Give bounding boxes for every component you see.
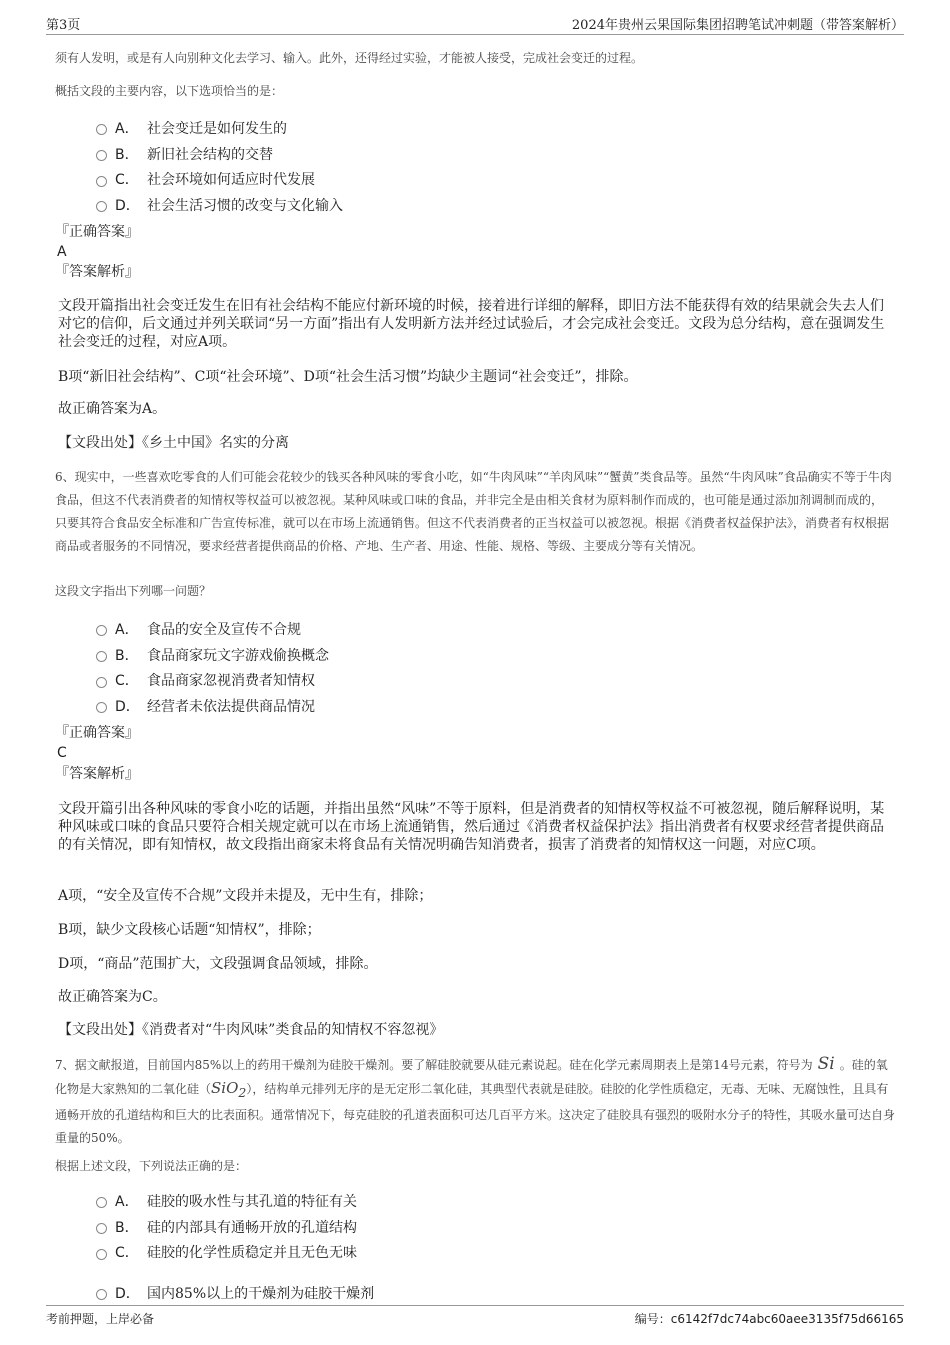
sio2-formula: SiO$_2$	[211, 1079, 247, 1100]
radio-icon[interactable]	[96, 677, 107, 688]
footer-slogan: 考前押题，上岸必备	[46, 1312, 155, 1326]
radio-icon[interactable]	[96, 201, 107, 212]
q5-analysis-2: B项“新旧社会结构”、C项“社会环境”、D项“社会生活习惯”均缺少主题词“社会变迁”，排除。	[58, 369, 638, 385]
q5-passage-tail: 须有人发明，或是有人向别种文化去学习、输入。此外，还得经过实验，才能被人接受，完成社会变迁的过程。	[55, 51, 644, 65]
q5-analysis-label: 『答案解析』	[55, 264, 139, 280]
radio-icon[interactable]	[96, 176, 107, 187]
q6-analysis-5: 故正确答案为C。	[58, 989, 167, 1005]
q5-option-d[interactable]: D． 社会生活习惯的改变与文化输入	[96, 192, 343, 218]
q6-analysis-2: A项，“安全及宣传不合规”文段并未提及，无中生有，排除；	[58, 888, 433, 904]
radio-icon[interactable]	[96, 625, 107, 636]
q6-passage: 6、现实中，一些喜欢吃零食的人们可能会花较少的钱买各种风味的零食小吃，如“牛肉风味”“羊肉风味”“蟹黄”类食品等。虽然“牛肉风味”食品确实不等于牛肉食品，但这不代表消费者的知情权等权益可以被忽视。某种风味或口味的食品，并非完全是由相关食材为原料制作而成的，也可能是通过添加剂调制而成的，只要其符合食品安全标准和广告宣传标准，就可以在市场上流通销售。但这不代表消费者的正当权益可以被忽视。根据《消费者权益保护法》，消费者有权根据商品或者服务的不同情况，要求经营者提供商品的价格、产地、生产者、用途、性能、规格、等级、主要成分等有关情况。	[55, 470, 892, 553]
q6-option-c[interactable]: C． 食品商家忽视消费者知情权	[96, 667, 329, 693]
q5-options	[96, 115, 343, 218]
radio-icon[interactable]	[96, 651, 107, 662]
page-header	[46, 14, 904, 35]
page-number: 第3页	[46, 18, 81, 33]
q5-analysis-1: 文段开篇指出社会变迁发生在旧有社会结构不能应付新环境的时候，接着进行详细的解释，即旧方法不能获得有效的结果就会失去人们对它的信仰，后文通过并列关联词“另一方面”指出有人发明新方法并经过试验后，才会完成社会变迁。文段为总分结构，意在强调发生社会变迁的过程，对应A项。	[58, 298, 885, 350]
q7-prompt: 根据上述文段，下列说法正确的是：	[55, 1159, 248, 1173]
radio-icon[interactable]	[96, 124, 107, 135]
q5-answer: A	[57, 244, 67, 260]
q7-option-b[interactable]: B． 硅的内部具有通畅开放的孔道结构	[96, 1214, 374, 1240]
q7-options	[96, 1188, 374, 1306]
radio-icon[interactable]	[96, 702, 107, 713]
q6-answer-label: 『正确答案』	[55, 725, 139, 741]
q5-prompt: 概括文段的主要内容，以下选项恰当的是：	[55, 84, 284, 98]
q6-prompt: 这段文字指出下列哪一问题？	[55, 584, 212, 598]
document-id: 编号：c6142f7dc74abc60aee3135f75d66165	[634, 1312, 904, 1326]
q5-answer-label: 『正确答案』	[55, 224, 139, 240]
q6-answer: C	[57, 745, 67, 761]
q5-source: 【文段出处】《乡土中国》名实的分离	[58, 435, 289, 451]
radio-icon[interactable]	[96, 150, 107, 161]
q6-options	[96, 616, 329, 719]
q5-option-b[interactable]: B． 新旧社会结构的交替	[96, 141, 343, 167]
q6-analysis-label: 『答案解析』	[55, 766, 139, 782]
page-footer	[46, 1305, 904, 1329]
document-title: 2024年贵州云果国际集团招聘笔试冲刺题（带答案解析）	[571, 18, 904, 33]
q6-analysis-3: B项，缺少文段核心话题“知情权”，排除；	[58, 922, 321, 938]
radio-icon[interactable]	[96, 1289, 107, 1300]
q7-option-c[interactable]: C． 硅胶的化学性质稳定并且无色无味	[96, 1239, 374, 1265]
q6-source: 【文段出处】《消费者对“牛肉风味”类食品的知情权不容忽视》	[58, 1022, 444, 1038]
q6-analysis-1: 文段开篇引出各种风味的零食小吃的话题，并指出虽然“风味”不等于原料，但是消费者的知情权等权益不可被忽视，随后解释说明，某种风味或口味的食品只要符合相关规定就可以在市场上流通销售，然后通过《消费者权益保护法》指出消费者有权要求经营者提供商品的有关情况，即有知情权，故文段指出商家未将食品有关情况明确告知消费者，损害了消费者的知情权这一问题，对应C项。	[58, 801, 885, 853]
radio-icon[interactable]	[96, 1249, 107, 1260]
q5-option-c[interactable]: C． 社会环境如何适应时代发展	[96, 166, 343, 192]
q6-option-b[interactable]: B． 食品商家玩文字游戏偷换概念	[96, 642, 329, 668]
q7-option-d[interactable]: D． 国内85%以上的干燥剂为硅胶干燥剂	[96, 1280, 374, 1306]
q6-option-d[interactable]: D． 经营者未依法提供商品情况	[96, 693, 329, 719]
radio-icon[interactable]	[96, 1223, 107, 1234]
q6-option-a[interactable]: A． 食品的安全及宣传不合规	[96, 616, 329, 642]
q5-analysis-3: 故正确答案为A。	[58, 401, 167, 417]
radio-icon[interactable]	[96, 1197, 107, 1208]
si-symbol: Si	[817, 1054, 835, 1074]
q7-option-a[interactable]: A． 硅胶的吸水性与其孔道的特征有关	[96, 1188, 374, 1214]
q5-option-a[interactable]: A． 社会变迁是如何发生的	[96, 115, 343, 141]
q7-passage: 7、据文献报道，目前国内85%以上的药用干燥剂为硅胶干燥剂。要了解硅胶就要从硅元素说起。硅在化学元素周期表上是第14号元素，符号为 Si 。硅的氧化物是大家熟知的二氧化硅（SiO$_2$），结构单元排列无序的是无定形二氧化硅，其典型代表就是硅胶。硅胶的化学性质稳定，无毒、无味、无腐蚀性，且具有通畅开放的孔道结构和巨大的比表面积。通常情况下，每克硅胶的孔道表面积可达几百平方米。这决定了硅胶具有强烈的吸附水分子的特性，其吸水量可达自身重量的50%。	[55, 1054, 896, 1145]
q6-analysis-4: D项，“商品”范围扩大，文段强调食品领域，排除。	[58, 956, 378, 972]
